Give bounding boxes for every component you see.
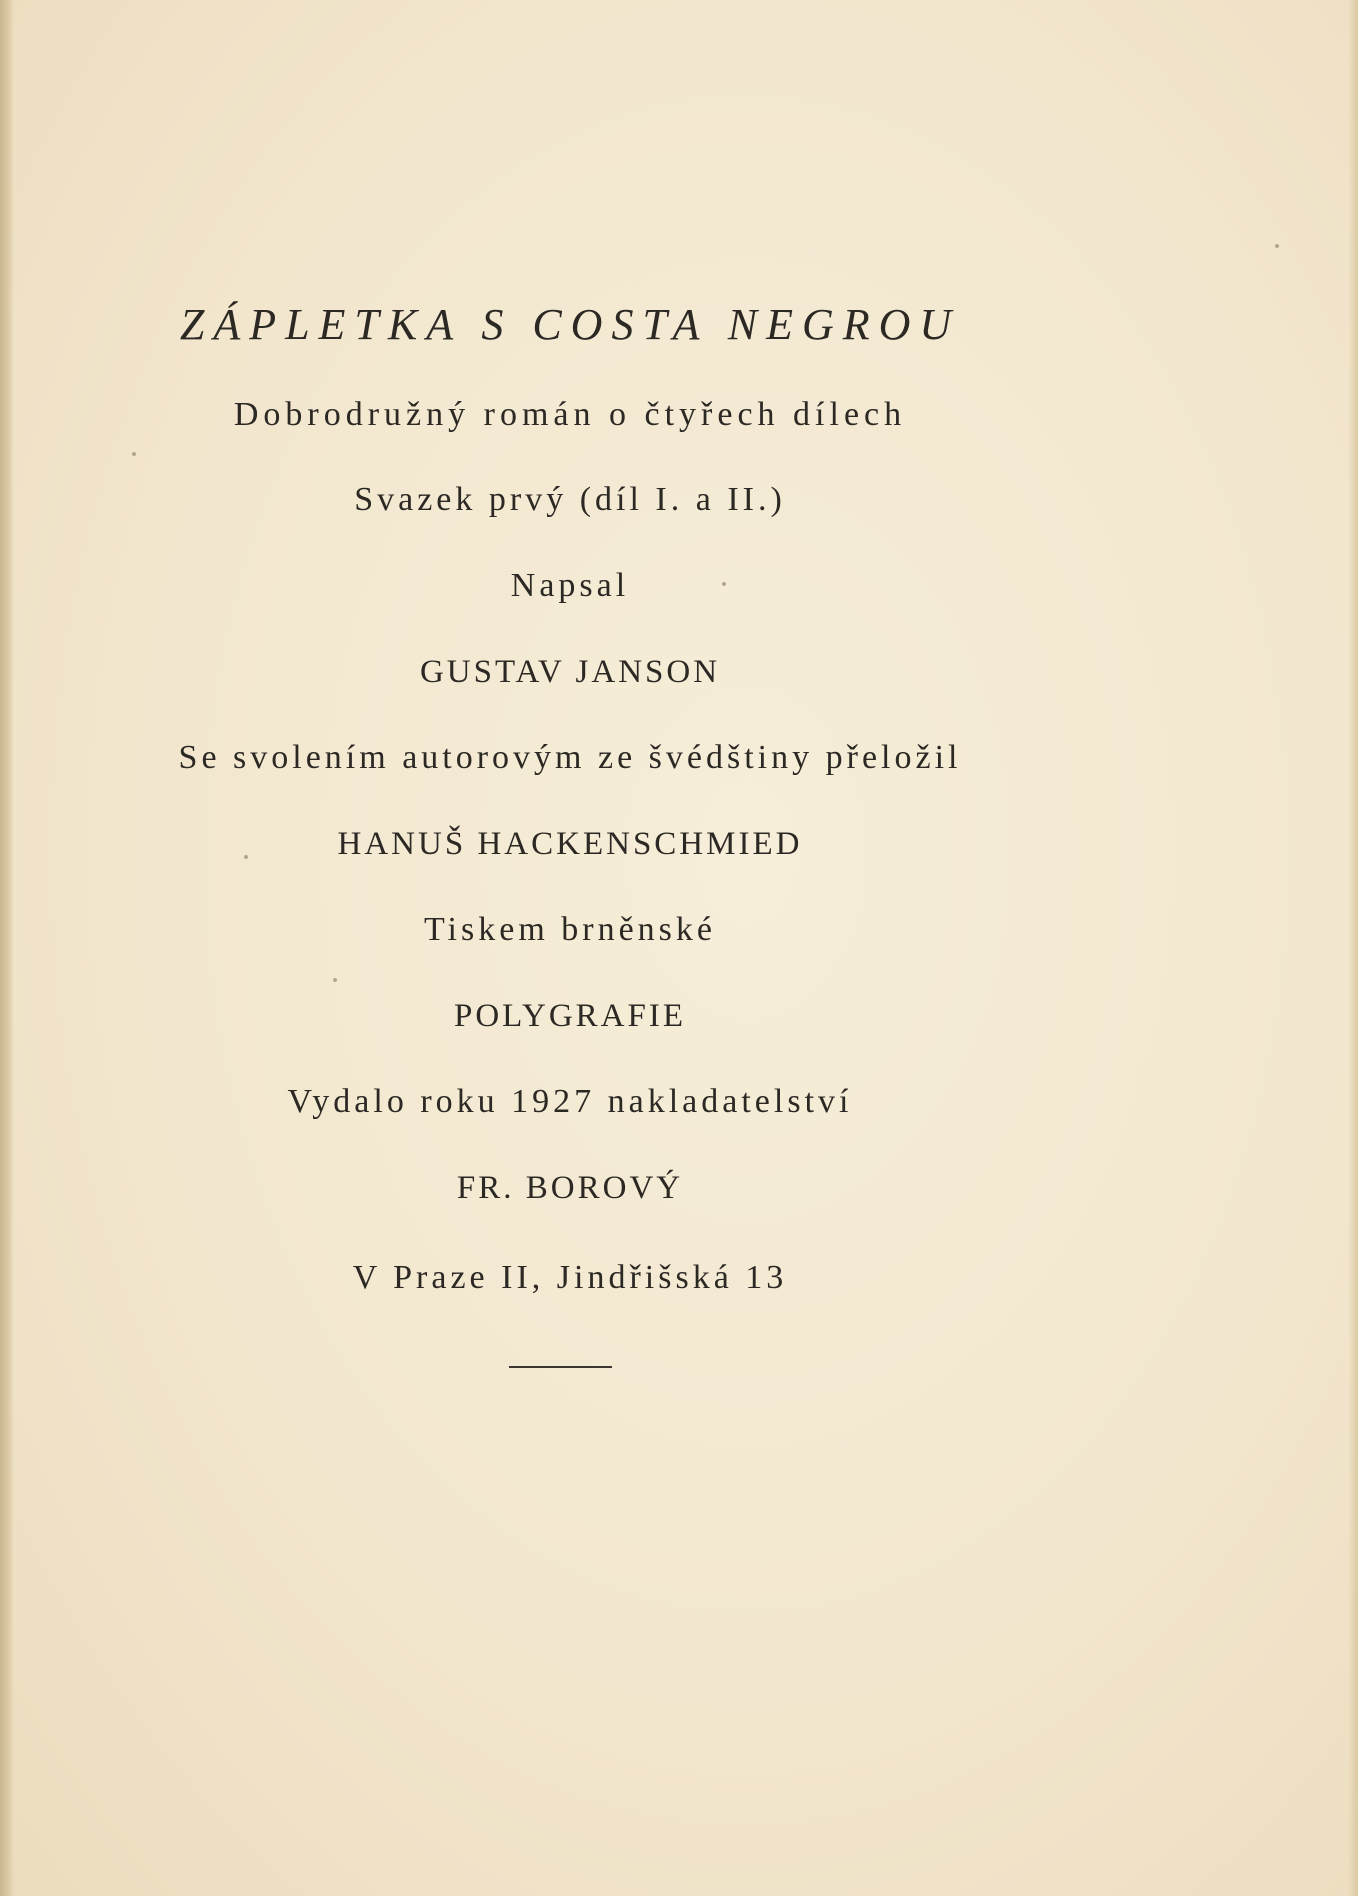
paper-speck <box>132 452 136 456</box>
paper-speck <box>244 855 248 859</box>
publisher-name: FR. BOROVÝ <box>456 1170 684 1206</box>
written-by-label: Napsal <box>510 567 630 604</box>
author-name: GUSTAV JANSON <box>419 654 721 690</box>
page-edge-shadow <box>1348 0 1358 1896</box>
closing-rule <box>509 1366 612 1368</box>
paper-speck <box>722 582 726 586</box>
printed-by-label: Tiskem brněnské <box>423 911 717 948</box>
volume-line: Svazek prvý (díl I. a II.) <box>354 481 786 518</box>
translation-note: Se svolením autorovým ze švédštiny přeložil <box>178 739 962 776</box>
publisher-address: V Praze II, Jindřišská 13 <box>352 1259 788 1296</box>
translator-name: HANUŠ HACKENSCHMIED <box>337 826 803 862</box>
book-subtitle: Dobrodružný román o čtyřech dílech <box>233 396 907 433</box>
paper-speck <box>333 978 337 982</box>
printer-name: POLYGRAFIE <box>453 998 687 1034</box>
paper-speck <box>1275 244 1279 248</box>
published-note: Vydalo roku 1927 nakladatelství <box>287 1083 853 1120</box>
book-title: ZÁPLETKA S COSTA NEGROU <box>179 300 961 349</box>
